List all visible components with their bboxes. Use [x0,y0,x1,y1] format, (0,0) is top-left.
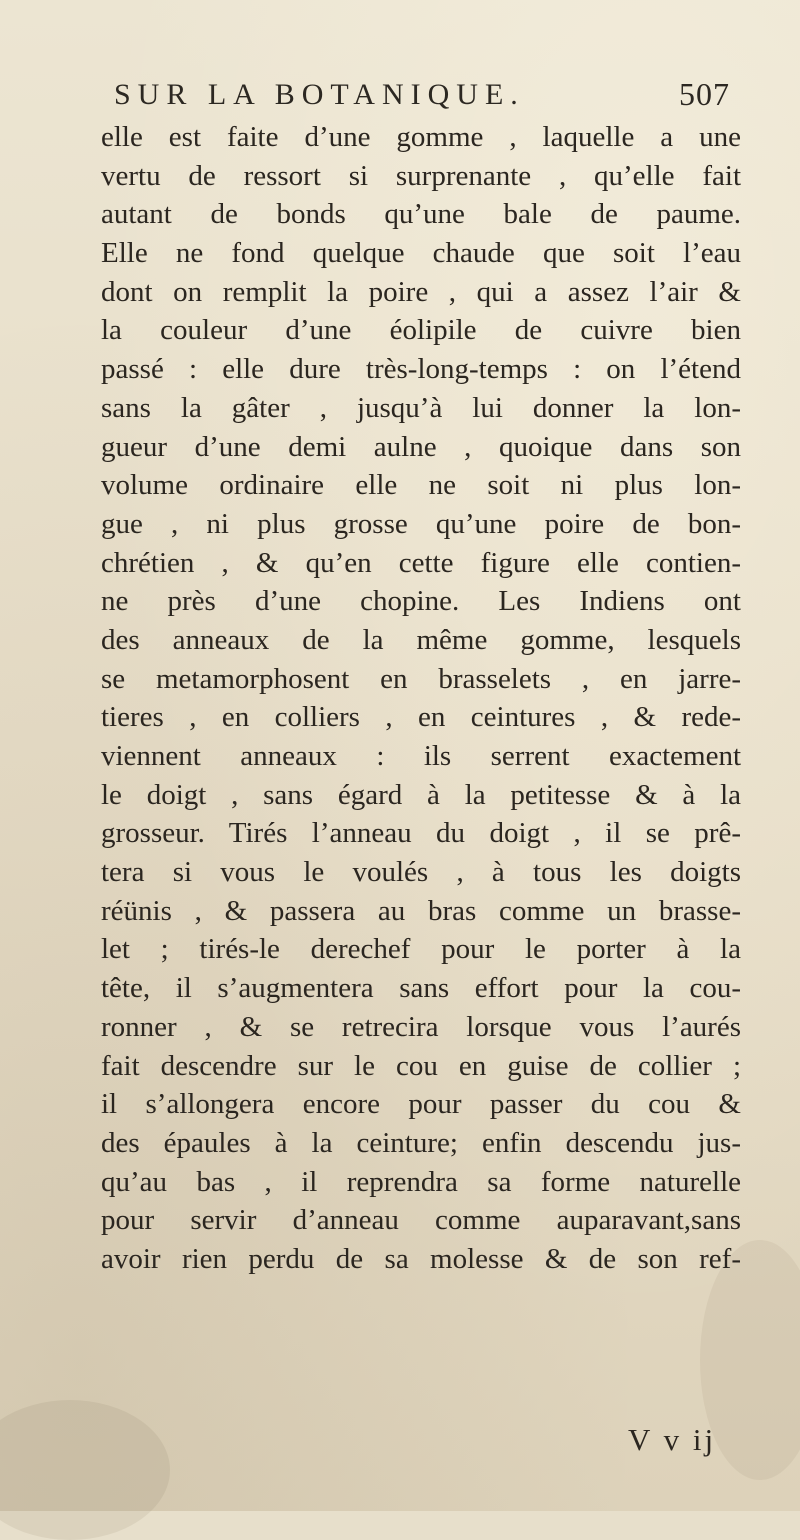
text-line: Elle ne fond quelque chaude que soit l’eau [101,237,741,270]
page-number: 507 [679,76,730,112]
page-header [100,72,740,122]
text-line: tieres , en colliers , en ceintures , & rede- [101,701,741,734]
text-line: ronner , & se retrecira lorsque vous l’aurés [101,1010,741,1043]
text-line: avoir rien perdu de sa molesse & de son ref- [101,1242,741,1275]
text-line: dont on remplit la poire , qui a assez l’air & [101,275,741,308]
text-line: viennent anneaux : ils serrent exactement [101,740,741,772]
body-text [101,118,741,1279]
text-line: qu’au bas , il reprendra sa forme naturelle [101,1165,741,1198]
text-line: ne près d’une chopine. Les Indiens ont [101,585,741,618]
text-line: gue , ni plus grosse qu’une poire de bon- [101,507,741,540]
text-line: gueur d’une demi aulne , quoique dans son [101,430,741,463]
text-line: let ; tirés-le derechef pour le porter à la [101,933,741,966]
text-line: grosseur. Tirés l’anneau du doigt , il se prê- [101,817,741,850]
text-line: vertu de ressort si surprenante , qu’elle fait [101,159,741,192]
paper-stain [0,1400,170,1540]
text-line: des épaules à la ceinture; enfin descendu jus- [101,1126,741,1159]
text-line: tête, il s’augmentera sans effort pour la cou- [101,972,741,1005]
text-line: la couleur d’une éolipile de cuivre bien [101,314,741,347]
text-line: volume ordinaire elle ne soit ni plus lon- [101,469,741,502]
text-line: tera si vous le voulés , à tous les doigts [101,856,741,889]
text-line: réünis , & passera au bras comme un brasse- [101,894,741,927]
text-line: chrétien , & qu’en cette figure elle contien- [101,546,741,579]
text-line: le doigt , sans égard à la petitesse & à la [101,778,741,811]
text-line: se metamorphosent en brasselets , en jarre- [101,662,741,695]
signature-mark: V v ij [628,1422,717,1457]
text-line: sans la gâter , jusqu’à lui donner la lon- [101,391,741,424]
text-line: elle est faite d’une gomme , laquelle a une [101,121,741,153]
text-line: pour servir d’anneau comme auparavant,sans [101,1204,741,1237]
text-line: autant de bonds qu’une bale de paume. [101,198,741,231]
text-line: des anneaux de la même gomme, lesquels [101,623,741,656]
text-line: passé : elle dure très-long-temps : on l’étend [101,353,741,386]
running-title: SUR LA BOTANIQUE. [114,78,525,111]
text-line: fait descendre sur le cou en guise de collier ; [101,1049,741,1082]
text-line: il s’allongera encore pour passer du cou & [101,1088,741,1121]
